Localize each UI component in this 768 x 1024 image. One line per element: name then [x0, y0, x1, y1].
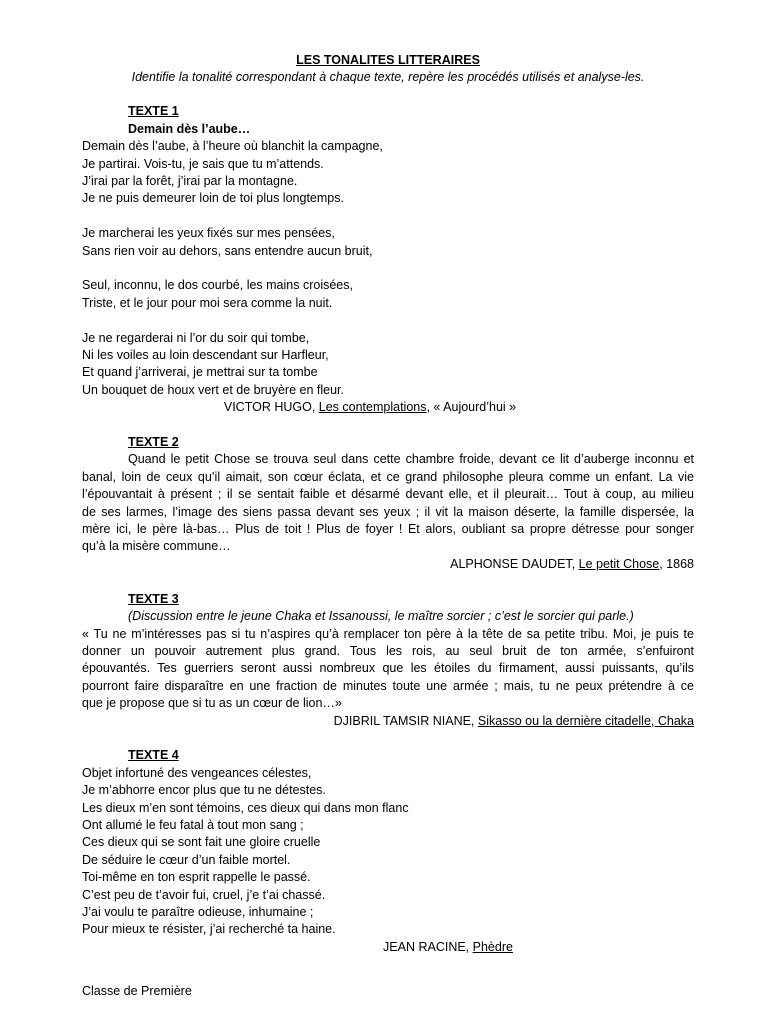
poem-line: Un bouquet de houx vert et de bruyère en fleur.: [82, 382, 344, 397]
texte2-work: Le petit Chose: [578, 556, 660, 571]
spacer: [82, 417, 694, 434]
poem-line: J’irai par la forêt, j’irai par la montagne.: [82, 174, 298, 189]
texte1-label: TEXTE 1: [128, 104, 179, 119]
texte4-citation: [82, 939, 694, 956]
stanza-break: [82, 208, 694, 225]
texte3-line: épouvantés. Tes guerriers seront aussi nombreux que les étoiles du firmament, aussi puissants, qu’ils: [82, 661, 694, 676]
spacer: [82, 86, 694, 103]
texte1-citation: [82, 399, 694, 416]
document-title: LES TONALITES LITTERAIRES: [296, 53, 480, 67]
texte2-line: banal, loin de ceux qu’il aimait, son cœur éclata, et ce grand philosophe pleura comme un enfant. La vie: [82, 469, 694, 484]
poem-line: Les dieux m’en sont témoins, ces dieux qui dans mon flanc: [82, 800, 409, 815]
texte3-line: que je propose que si tu as un cœur de lion…»: [82, 696, 342, 711]
texte3-author: DJIBRIL TAMSIR NIANE,: [333, 713, 478, 728]
poem-line: Pour mieux te résister, j’ai recherché ta haine.: [82, 922, 336, 937]
texte4-label: TEXTE 4: [128, 748, 179, 763]
texte3-line: pourront faire disparaître en une fraction de minutes toute une armée ; mais, tu ne peux prétendre à ce: [82, 678, 694, 693]
poem-line: Je partirai. Vois-tu, je sais que tu m’attends.: [82, 156, 324, 171]
spacer: [82, 573, 694, 590]
instruction-text: Identifie la tonalité correspondant à chaque texte, repère les procédés utilisés et analyse-les.: [131, 70, 645, 84]
poem-line: Ni les voiles au loin descendant sur Harfleur,: [82, 348, 329, 363]
poem-line: Je ne puis demeurer loin de toi plus longtemps.: [82, 191, 344, 206]
texte2-line: l’épouvantait à présent ; il se sentait faible et désarmé devant elle, et il pleurait… Tout à coup, au milieu: [82, 487, 694, 502]
poem-line: Objet infortuné des vengeances célestes,: [82, 765, 312, 780]
texte2-author: ALPHONSE DAUDET,: [450, 556, 579, 571]
texte1-extra: , « Aujourd’hui »: [426, 400, 517, 415]
texte4-poem: [82, 765, 694, 939]
texte3-label: TEXTE 3: [128, 591, 179, 606]
poem-line: Triste, et le jour pour moi sera comme la nuit.: [82, 295, 333, 310]
spacer: [82, 730, 694, 747]
texte2-line: de ses larmes, l’image des siens passa devant ses yeux ; il vit la maison déserte, la famille dispersée, la: [82, 504, 694, 519]
texte2-paragraph: [82, 451, 694, 555]
texte1-author: VICTOR HUGO,: [223, 400, 319, 415]
texte3-paragraph: [82, 626, 694, 713]
poem-line: J’ai voulu te paraître odieuse, inhumaine ;: [82, 904, 314, 919]
poem-line: Demain dès l’aube, à l’heure où blanchit la campagne,: [82, 139, 383, 154]
texte2-line: Quand le petit Chose se trouva seul dans cette chambre froide, devant ce lit d’auberge inconnu et: [128, 452, 694, 467]
poem-line: Je ne regarderai ni l’or du soir qui tombe,: [82, 330, 310, 345]
texte2-line: mère ici, le père là-bas… Plus de toit ! Plus de foyer ! Et alors, oubliant sa propre détresse pour songer: [82, 522, 694, 537]
texte4-author: JEAN RACINE,: [383, 939, 473, 954]
poem-line: Ont allumé le feu fatal à tout mon sang ;: [82, 817, 304, 832]
texte3-citation: [82, 713, 694, 730]
stanza-break: [82, 312, 694, 329]
poem-line: C’est peu de t’avoir fui, cruel, j’e t’ai chassé.: [82, 887, 326, 902]
poem-line: Seul, inconnu, le dos courbé, les mains croisées,: [82, 278, 353, 293]
document-page: [82, 52, 694, 956]
texte1-work: Les contemplations: [318, 400, 427, 415]
poem-line: Ces dieux qui se sont fait une gloire cruelle: [82, 835, 321, 850]
poem-line: Je marcherai les yeux fixés sur mes pensées,: [82, 226, 335, 241]
poem-line: De séduire le cœur d’un faible mortel.: [82, 852, 291, 867]
poem-line: Et quand j’arriverai, je mettrai sur ta tombe: [82, 365, 318, 380]
poem-line: Je m’abhorre encor plus que tu ne détestes.: [82, 783, 326, 798]
texte3-work: Sikasso ou la dernière citadelle, Chaka: [477, 713, 694, 728]
footer-text: Classe de Première: [82, 984, 192, 998]
texte4-work: Phèdre: [472, 939, 513, 954]
poem-line: Sans rien voir au dehors, sans entendre aucun bruit,: [82, 243, 373, 258]
texte2-line: qu’à la misère commune…: [82, 539, 231, 554]
texte1-heading: Demain dès l’aube…: [128, 121, 251, 136]
texte3-line: « Tu ne m’intéresses pas si tu n’aspires qu’à remplacer ton père à la tête de sa petite tribu. Moi, je puis te: [82, 626, 694, 641]
poem-line: Toi-même en ton esprit rappelle le passé.: [82, 870, 311, 885]
texte2-citation: [82, 556, 694, 573]
texte3-line: donner un pouvoir autrement plus grand. Tous les rois, au seul bruit de ton armée, s’enfuiront: [82, 643, 694, 658]
texte1-poem: [82, 138, 694, 399]
texte2-year: , 1868: [659, 556, 694, 571]
texte3-intro: (Discussion entre le jeune Chaka et Issanoussi, le maître sorcier ; c’est le sorcier qui parle.): [128, 609, 634, 624]
stanza-break: [82, 260, 694, 277]
texte2-label: TEXTE 2: [128, 435, 179, 450]
